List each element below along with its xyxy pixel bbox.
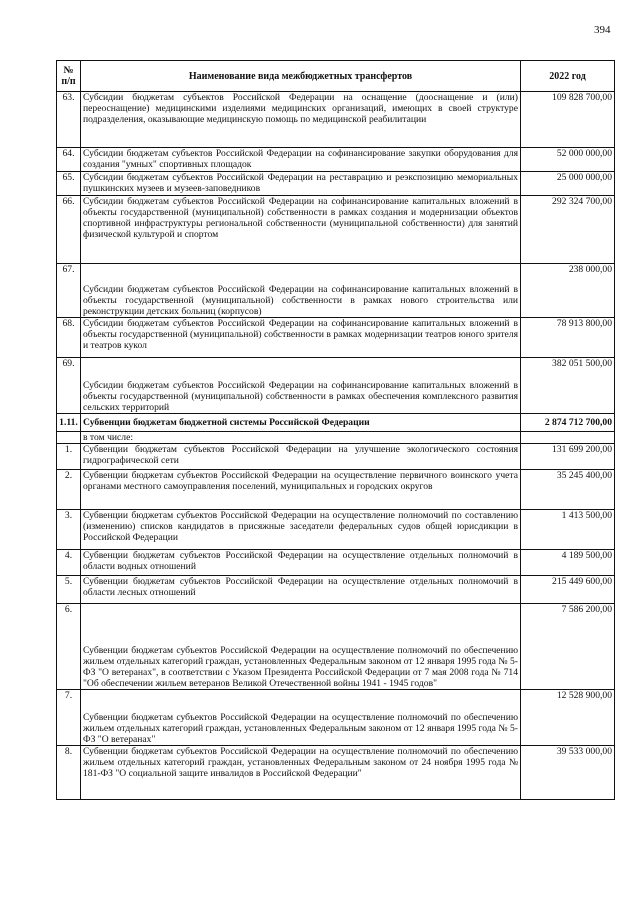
row-number: 2. [57, 470, 81, 510]
row-name: Субсидии бюджетам субъектов Российской Федерации на реставрацию и реэкспозицию мемориальных пушкинских музеев и музеев-заповедников [81, 172, 521, 196]
row-number: 7. [57, 690, 81, 746]
transfers-table [56, 60, 615, 800]
table-row [57, 92, 615, 148]
table-row [57, 576, 615, 604]
subheading-row [57, 432, 615, 444]
row-sum: 7 586 200,00 [521, 604, 615, 690]
row-name: Субвенции бюджетам субъектов Российской Федерации на осуществление первичного воинского учета органами местного самоуправления поселений, муниципальных и городских округов [81, 470, 521, 510]
row-name: Субсидии бюджетам субъектов Российской Федерации на софинансирование капитальных вложений в объекты государственной (муниципальной) собственности в рамках создания и модернизации объектов спортивной инфраструктуры региональной собственности (муниципальной собственности) для занятий физической культурой и спортом [81, 196, 521, 264]
section-number: 1.11. [57, 414, 81, 432]
section-row [57, 414, 615, 432]
row-name: Субвенции бюджетам субъектов Российской Федерации на осуществление полномочий по обеспечению жильем отдельных категорий граждан, установленных Федеральным законом от 24 ноября 1995 года № 181-ФЗ "О социальной защите инвалидов в Российской Федерации" [81, 746, 521, 800]
table-row [57, 264, 615, 318]
row-sum: 292 324 700,00 [521, 196, 615, 264]
column-header-year: 2022 год [521, 61, 615, 92]
row-number: 68. [57, 318, 81, 358]
column-header-name: Наименование вида межбюджетных трансфертов [81, 61, 521, 92]
row-sum: 382 051 500,00 [521, 358, 615, 414]
row-name: Субвенции бюджетам субъектов Российской Федерации на осуществление отдельных полномочий в области водных отношений [81, 550, 521, 576]
row-sum: 1 413 500,00 [521, 510, 615, 550]
row-sum: 12 528 900,00 [521, 690, 615, 746]
row-sum: 39 533 000,00 [521, 746, 615, 800]
row-number: 63. [57, 92, 81, 148]
row-sum: 35 245 400,00 [521, 470, 615, 510]
row-sum: 4 189 500,00 [521, 550, 615, 576]
row-name: Субвенции бюджетам субъектов Российской Федерации на осуществление полномочий по обеспечению жильем отдельных категорий граждан, установленных Федеральным законом от 12 января 1995 года № 5-ФЗ "О ветеранах" [81, 690, 521, 746]
table-row [57, 510, 615, 550]
row-sum: 109 828 700,00 [521, 92, 615, 148]
page-number: 394 [594, 24, 611, 36]
table-row [57, 550, 615, 576]
subheading: в том числе: [81, 432, 521, 444]
row-name: Субвенции бюджетам субъектов Российской Федерации на осуществление полномочий по составлению (изменению) списков кандидатов в присяжные заседатели федеральных судов общей юрисдикции в Российской Федерации [81, 510, 521, 550]
row-name: Субсидии бюджетам субъектов Российской Федерации на софинансирование капитальных вложений в объекты государственной (муниципальной) собственности в рамках модернизации театров юного зрителя и театров кукол [81, 318, 521, 358]
table-row [57, 172, 615, 196]
row-sum: 25 000 000,00 [521, 172, 615, 196]
row-number: 69. [57, 358, 81, 414]
row-number: 66. [57, 196, 81, 264]
row-name: Субвенции бюджетам субъектов Российской Федерации на улучшение экологического состояния гидрографической сети [81, 444, 521, 470]
table-header-row [57, 61, 615, 92]
row-name: Субвенции бюджетам субъектов Российской Федерации на осуществление полномочий по обеспечению жильем отдельных категорий граждан, установленных Федеральным законом от 12 января 1995 года № 5-ФЗ "О ветеранах", в соответствии с Указом Президента Российской Федерации от 7 мая 2008 года № 714 "Об обеспечении жильем ветеранов Великой Отечественной войны 1941 - 1945 годов" [81, 604, 521, 690]
row-number: 64. [57, 148, 81, 172]
row-number: 1. [57, 444, 81, 470]
section-sum: 2 874 712 700,00 [521, 414, 615, 432]
row-sum: 131 699 200,00 [521, 444, 615, 470]
row-number: 3. [57, 510, 81, 550]
table-row [57, 604, 615, 690]
row-number: 65. [57, 172, 81, 196]
row-sum: 238 000,00 [521, 264, 615, 318]
table-row [57, 196, 615, 264]
table-row [57, 746, 615, 800]
row-sum: 215 449 600,00 [521, 576, 615, 604]
row-sum: 52 000 000,00 [521, 148, 615, 172]
row-sum: 78 913 800,00 [521, 318, 615, 358]
row-name: Субсидии бюджетам субъектов Российской Федерации на софинансирование закупки оборудования для создания "умных" спортивных площадок [81, 148, 521, 172]
row-name: Субсидии бюджетам субъектов Российской Федерации на оснащение (дооснащение и (или) переоснащение) медицинскими изделиями медицинских организаций, имеющих в своей структуре подразделения, оказывающие медицинскую помощь по медицинской реабилитации [81, 92, 521, 148]
table-row [57, 318, 615, 358]
row-number: 67. [57, 264, 81, 318]
row-name: Субсидии бюджетам субъектов Российской Федерации на софинансирование капитальных вложений в объекты государственной (муниципальной) собственности в рамках нового строительства или реконструкции детских больниц (корпусов) [81, 264, 521, 318]
row-number: 8. [57, 746, 81, 800]
row-number: 6. [57, 604, 81, 690]
row-number: 5. [57, 576, 81, 604]
table-row [57, 690, 615, 746]
column-header-num: № п/п [57, 61, 81, 92]
table-row [57, 148, 615, 172]
section-name: Субвенции бюджетам бюджетной системы Российской Федерации [81, 414, 521, 432]
table-row [57, 444, 615, 470]
row-name: Субвенции бюджетам субъектов Российской Федерации на осуществление отдельных полномочий в области лесных отношений [81, 576, 521, 604]
table-row [57, 470, 615, 510]
row-number: 4. [57, 550, 81, 576]
row-name: Субсидии бюджетам субъектов Российской Федерации на софинансирование капитальных вложений в объекты государственной (муниципальной) собственности в рамках обеспечения комплексного развития сельских территорий [81, 358, 521, 414]
table-row [57, 358, 615, 414]
